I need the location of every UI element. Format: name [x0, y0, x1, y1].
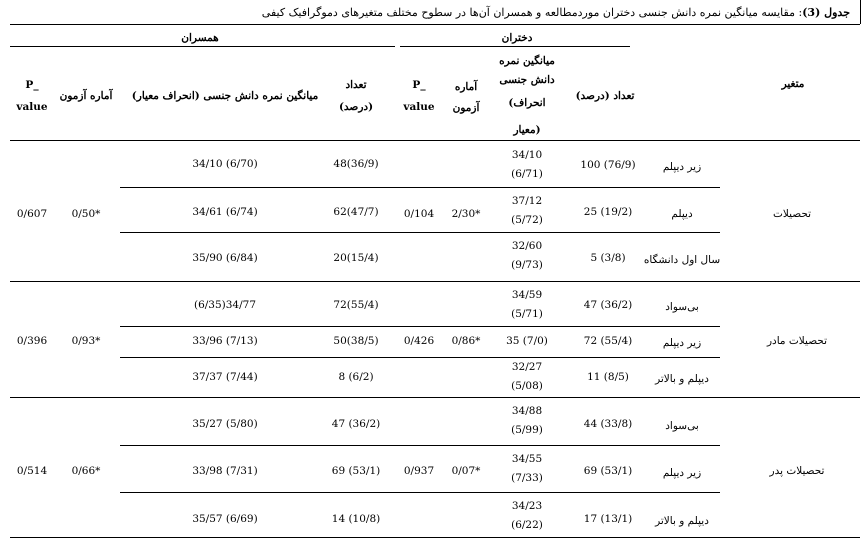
caption-text: : مقایسه میانگین نمره دانش جنسی دختران موردمطالعه و همسران آن‌ها در سطوح مختلف متغیرهای دموگرافیک کیفی: [261, 6, 803, 19]
spouse-test-stat: 0/50*: [71, 208, 101, 220]
right-border: [860, 0, 861, 24]
girls-pvalue: 0/104: [403, 208, 435, 220]
spouse-count: 48(36/9): [333, 158, 379, 170]
header-variable: متغیر: [781, 78, 805, 90]
girls-mean-sd: (6/22): [511, 519, 543, 531]
spouse-count: 14 (10/8): [331, 513, 381, 525]
spouse-mean: 34/61 (6/74): [192, 206, 258, 218]
spouse-count: 20(15/4): [333, 252, 379, 264]
girls-mean-sd: (6/71): [511, 168, 543, 180]
girls-mean: [511, 192, 543, 230]
header-mean-girls-4: معیار): [513, 124, 541, 136]
level-label: زیر دیپلم: [662, 467, 702, 479]
row-sep: [120, 445, 720, 446]
level-label: بی‌سواد: [665, 301, 699, 313]
row-sep: [120, 187, 720, 188]
girls-mean: 35 (7/0): [506, 335, 548, 347]
girls-mean: [511, 402, 543, 440]
girls-mean-value: 32/60: [511, 240, 543, 252]
spouse-count: 69 (53/1): [331, 465, 381, 477]
spouse-mean: 35/90 (6/84): [192, 252, 258, 264]
group-rule-girls: [400, 46, 630, 47]
row-sep: [120, 492, 720, 493]
level-label: سال اول دانشگاه: [643, 254, 721, 266]
spouse-count: 8 (6/2): [338, 371, 374, 383]
spouse-pvalue: 0/396: [16, 335, 48, 347]
header-count-percent: تعداد (درصد): [575, 90, 635, 102]
girls-mean: [511, 237, 543, 275]
header-mean-spouses: میانگین نمره دانش جنسی (انحراف معیار): [131, 90, 319, 102]
header-count-spouses-2: (درصد): [338, 101, 374, 113]
level-label: زیر دیپلم: [662, 161, 702, 173]
top-rule: [10, 24, 860, 25]
spouse-mean: 34/10 (6/70): [192, 158, 258, 170]
header-test-stat-spouses: آماره آزمون: [59, 90, 113, 102]
level-label: بی‌سواد: [665, 420, 699, 432]
girls-mean-value: 34/59: [511, 289, 543, 301]
girls-mean-value: 34/23: [511, 500, 543, 512]
variable-label: تحصیلات پدر: [769, 465, 825, 477]
header-count-spouses-1: تعداد: [345, 79, 367, 91]
girls-mean-sd: (5/72): [511, 214, 543, 226]
header-bottom-rule: [10, 140, 860, 141]
spouse-mean: 35/57 (6/69): [192, 513, 258, 525]
group1-bottom-rule: [10, 281, 860, 282]
girls-count: 44 (33/8): [583, 418, 633, 430]
spouse-count: 47 (36/2): [331, 418, 381, 430]
girls-pvalue: 0/937: [403, 465, 435, 477]
spouse-pvalue: 0/607: [16, 208, 48, 220]
spouse-mean: (6/35)34/77: [193, 299, 257, 311]
level-label: زیر دیپلم: [662, 337, 702, 349]
girls-test-stat: 0/07*: [451, 465, 481, 477]
group-rule-spouses: [10, 46, 395, 47]
girls-count: 25 (19/2): [583, 206, 633, 218]
spouse-count: 62(47/7): [333, 206, 379, 218]
header-pvalue-spouses-1: P_: [25, 79, 39, 91]
girls-mean: [511, 358, 543, 396]
header-pvalue-girls-2: value: [403, 101, 435, 113]
group-header-girls: دختران: [501, 32, 533, 44]
spouse-test-stat: 0/93*: [71, 335, 101, 347]
girls-mean: [511, 286, 543, 324]
level-label: دیپلم و بالاتر: [655, 515, 709, 527]
header-mean-girls-2: دانش جنسی: [499, 74, 555, 86]
variable-label: تحصیلات مادر: [766, 335, 828, 347]
girls-count: 17 (13/1): [583, 513, 633, 525]
girls-mean-value: 32/27: [511, 361, 543, 373]
girls-mean-value: 34/55: [511, 453, 543, 465]
variable-label: تحصیلات: [772, 208, 812, 220]
level-label: دیپلم: [671, 208, 693, 220]
spouse-mean: 35/27 (5/80): [192, 418, 258, 430]
spouse-mean: 33/98 (7/31): [192, 465, 258, 477]
girls-mean-sd: (5/99): [511, 424, 543, 436]
row-sep: [120, 232, 720, 233]
girls-mean-sd: (9/73): [511, 259, 543, 271]
spouse-test-stat: 0/66*: [71, 465, 101, 477]
girls-mean: [511, 497, 543, 535]
header-mean-girls-1: میانگین نمره: [499, 55, 555, 67]
spouse-count: 50(38/5): [333, 335, 379, 347]
header-pvalue-spouses-2: value: [16, 101, 48, 113]
header-test-stat-girls-2: آزمون: [452, 102, 480, 114]
header-pvalue-girls-1: P_: [412, 79, 426, 91]
girls-mean-value: 37/12: [511, 195, 543, 207]
girls-mean-sd: (5/08): [511, 380, 543, 392]
girls-mean-sd: (7/33): [511, 472, 543, 484]
spouse-count: 72(55/4): [333, 299, 379, 311]
girls-mean-sd: (5/71): [511, 308, 543, 320]
girls-count: 100 (76/9): [580, 159, 636, 171]
girls-pvalue: 0/426: [403, 335, 435, 347]
header-test-stat-girls-1: آماره: [454, 81, 478, 93]
girls-test-stat: 2/30*: [451, 208, 481, 220]
girls-mean: [511, 146, 543, 184]
table-caption: [0, 6, 850, 19]
spouse-mean: 37/37 (7/44): [192, 371, 258, 383]
girls-count: 69 (53/1): [583, 465, 633, 477]
girls-test-stat: 0/86*: [451, 335, 481, 347]
girls-count: 11 (8/5): [587, 371, 629, 383]
group-header-spouses: همسران: [181, 32, 219, 44]
girls-mean-value: 34/88: [511, 405, 543, 417]
girls-mean-value: 34/10: [511, 149, 543, 161]
caption-label: جدول (3): [802, 6, 850, 19]
girls-count: 47 (36/2): [583, 299, 633, 311]
row-sep: [120, 357, 720, 358]
level-label: دیپلم و بالاتر: [655, 373, 709, 385]
table-bottom-rule: [10, 537, 860, 538]
girls-count: 5 (3/8): [590, 252, 626, 264]
row-sep: [120, 326, 720, 327]
header-mean-girls-3: (انحراف: [508, 97, 546, 109]
girls-count: 72 (55/4): [583, 335, 633, 347]
group2-bottom-rule: [10, 397, 860, 398]
girls-mean: [511, 450, 543, 488]
spouse-mean: 33/96 (7/13): [192, 335, 258, 347]
spouse-pvalue: 0/514: [16, 465, 48, 477]
